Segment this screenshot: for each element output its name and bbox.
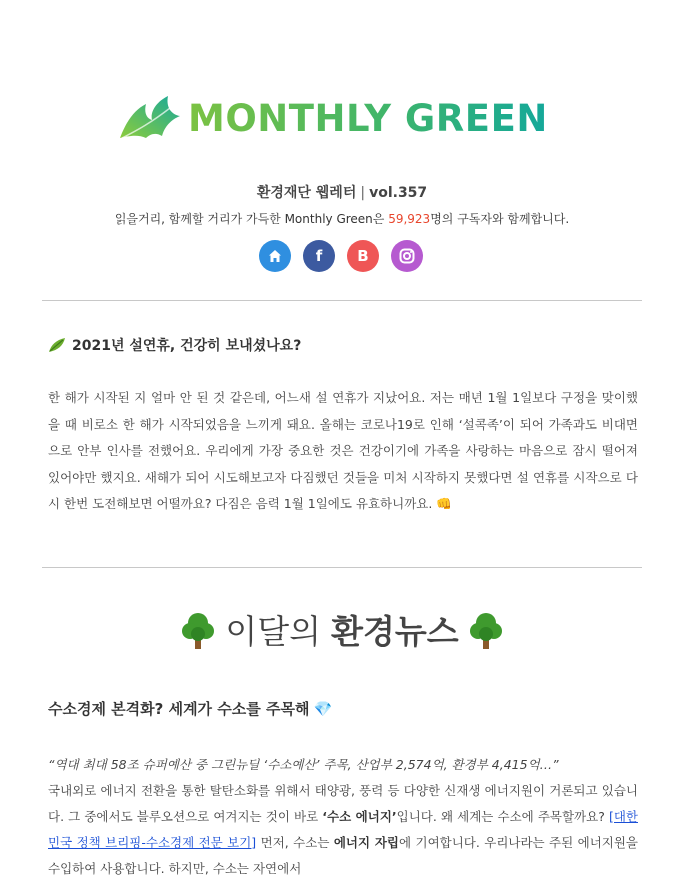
policy-briefing-link[interactable]: [대한민국 정책 브리핑-수소경제 전문 보기]	[48, 809, 638, 850]
logo-wordmark: MONTHLY GREEN	[188, 96, 548, 140]
greeting-body	[48, 385, 638, 518]
subscriber-count: 59,923	[388, 212, 431, 226]
greeting-title	[48, 335, 301, 355]
article-text-4: 에 기여합니다. 우리나라는 주된 에너지원을 수입하여 사용합니다. 하지만, 수소는 자연에서	[48, 835, 638, 876]
article-title	[48, 698, 332, 719]
news-section-heading	[0, 606, 684, 653]
home-link[interactable]	[259, 240, 291, 272]
subscriber-prefix: 읽을거리, 함께할 거리가 가득한 Monthly Green은	[114, 212, 389, 226]
article-bold-independence: 에너지 자립	[333, 835, 399, 850]
gem-emoji: 💎	[313, 699, 333, 718]
instagram-link[interactable]	[391, 240, 423, 272]
greeting-body-text: 한 해가 시작된 지 얼마 안 된 것 같은데, 어느새 설 연휴가 지났어요. 저는 매년 1월 1일보다 구정을 맞이했을 때 비로소 한 해가 시작되었음을 느끼게 돼요. 올해는 코로나19로 인해 ‘설콕족’이 되어 가족과도 비대면으로 안부 인사를 전했어요. 우리에게 가장 중요한 것은 건강이기에 가족을 사랑하는 마음으로 잠시 떨어져 있어야만 했지요. 새해가 되어 시도해보고자 다짐했던 것들을 미처 시작하지 못했다면 설 연휴를 시작으로 다시 한번 도전해보면 어떨까요? 다짐은 음력 1월 1일에도 유효하니까요.	[48, 390, 638, 511]
facebook-icon: f	[315, 247, 323, 265]
article-quote: “역대 최대 58조 슈퍼예산 중 그린뉴딜 ‘수소예산’ 주목, 산업부 2,574억, 환경부 4,415억…”	[48, 757, 559, 772]
blog-link[interactable]	[347, 240, 379, 272]
news-heading-prefix: 이달의	[225, 612, 322, 651]
social-links	[259, 240, 423, 272]
divider-middle	[42, 567, 642, 568]
home-icon	[267, 248, 283, 264]
subscriber-suffix: 명의 구독자와 함께합니다.	[430, 212, 570, 226]
tree-icon	[469, 610, 503, 650]
news-heading-bold: 환경뉴스	[331, 612, 459, 651]
article-body	[48, 752, 638, 882]
article-bold-hydrogen: ‘수소 에너지’	[322, 809, 397, 824]
greeting-title-text: 2021년 설연휴, 건강히 보내셨나요?	[72, 338, 302, 354]
blog-icon: B	[357, 247, 369, 265]
article-text-2: 입니다. 왜 세계는 수소에 주목할까요?	[396, 809, 609, 824]
header-separator: |	[360, 185, 366, 201]
divider-top	[42, 300, 642, 301]
article-text-3: 먼저, 수소는	[256, 835, 334, 850]
monthly-green-logo[interactable]	[116, 90, 576, 146]
instagram-icon	[398, 247, 416, 265]
org-name: 환경재단 웹레터	[256, 185, 357, 201]
subscriber-line	[0, 210, 684, 227]
leaf-logo-icon	[116, 92, 186, 144]
facebook-link[interactable]	[303, 240, 335, 272]
fist-emoji: 👊	[436, 496, 452, 511]
article-text-1: 국내외로 에너지 전환을 통한 탈탄소화를 위해서 태양광, 풍력 등 다양한 신재생 에너지원이 거론되고 있습니다. 그 중에서도 블루오션으로 여겨지는 것이 바로	[48, 783, 638, 824]
newsletter-header	[0, 182, 684, 202]
volume-number: vol.357	[369, 185, 428, 201]
leaf-icon	[48, 337, 66, 353]
tree-icon	[181, 610, 215, 650]
article-title-text: 수소경제 본격화? 세계가 수소를 주목해	[48, 700, 310, 718]
